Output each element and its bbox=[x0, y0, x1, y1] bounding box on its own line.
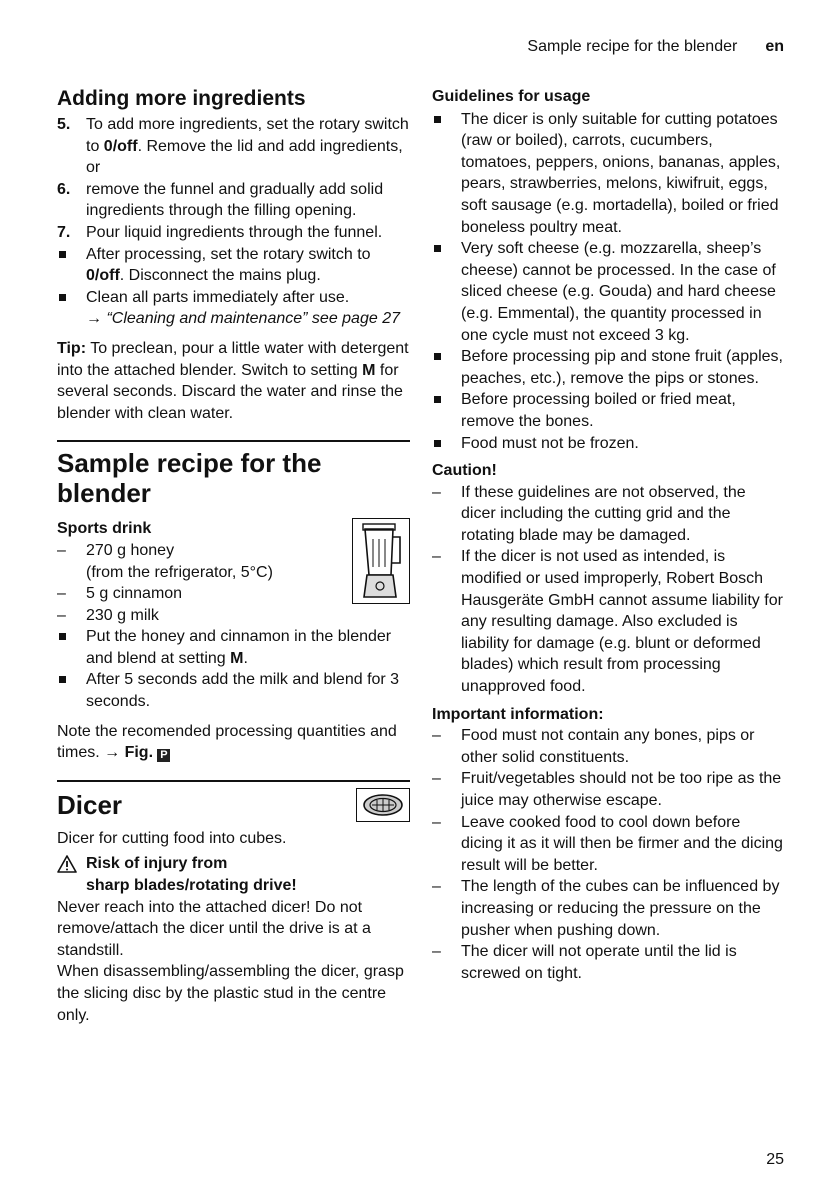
cross-reference[interactable] bbox=[86, 310, 400, 327]
setting-label: M bbox=[362, 361, 376, 379]
list-item bbox=[432, 238, 784, 346]
step-text: After 5 seconds add the milk and blend for 3 seconds. bbox=[86, 671, 400, 711]
dash-bullet bbox=[432, 546, 454, 568]
tip-text: for several seconds. Discard the water and rinse the blender with clean water. bbox=[57, 361, 403, 422]
right-column bbox=[432, 86, 784, 984]
step-text: To add more ingredients, set the rotary switch to bbox=[86, 116, 409, 155]
step-text: . Remove the lid and add ingredients, or bbox=[86, 137, 403, 177]
dicer-heading: Dicer bbox=[57, 789, 123, 820]
adding-ingredients-heading: Adding more ingredients bbox=[57, 87, 306, 110]
left-column bbox=[57, 86, 410, 1026]
list-item bbox=[432, 433, 784, 455]
step-number: 6. bbox=[57, 180, 71, 198]
language-code: en bbox=[765, 38, 784, 55]
guidelines-heading: Guidelines for usage bbox=[432, 88, 591, 105]
list-item bbox=[432, 346, 784, 389]
switch-setting: 0/off bbox=[86, 267, 120, 285]
bullet-square-icon bbox=[432, 109, 454, 123]
tip-text: To preclean, pour a little water with detergent into the attached blender. Switch to setting bbox=[57, 339, 409, 379]
guideline-text: Before processing pip and stone fruit (apples, peaches, etc.), remove the pips or stones. bbox=[461, 348, 783, 387]
info-text: Food must not contain any bones, pips or other solid constituents. bbox=[461, 727, 755, 766]
running-header bbox=[527, 38, 784, 56]
figure-letter-badge: P bbox=[157, 749, 170, 762]
list-item bbox=[57, 114, 410, 179]
figure-reference[interactable]: Fig. bbox=[124, 744, 154, 762]
warning-block bbox=[57, 853, 410, 896]
arrow-right-icon: → bbox=[104, 744, 121, 762]
list-item bbox=[432, 812, 784, 877]
dash-bullet bbox=[432, 725, 454, 747]
list-item bbox=[57, 669, 410, 712]
list-item bbox=[432, 941, 784, 984]
bullet-text: Clean all parts immediately after use. bbox=[86, 288, 350, 306]
dash-bullet bbox=[57, 583, 79, 605]
dicer-intro: Dicer for cutting food into cubes. bbox=[57, 829, 287, 847]
step-text: remove the funnel and gradually add solid ingredients through the filling opening. bbox=[86, 180, 384, 220]
step-number: 7. bbox=[57, 223, 71, 241]
arrow-right-icon: → bbox=[86, 310, 102, 328]
list-item bbox=[57, 244, 410, 287]
dash-bullet bbox=[432, 768, 454, 790]
list-item bbox=[57, 179, 410, 222]
switch-setting: 0/off bbox=[103, 137, 138, 155]
dicer-paragraph: Never reach into the attached dicer! Do not remove/attach the dicer until the drive is at a standstill. bbox=[57, 898, 371, 959]
header-title: Sample recipe for the blender bbox=[527, 38, 738, 55]
dicer-paragraph: When disassembling/assembling the dicer, grasp the slicing disc by the plastic stud in the centre only. bbox=[57, 963, 404, 1024]
dash-bullet bbox=[432, 876, 454, 898]
caution-text: If the dicer is not used as intended, is modified or used improperly, Robert Bosch Hausgeräte GmbH cannot assume liability for any resulting damage. Also excluded is liability for damage (e.g. blunt or deformed blades) which result from processing unapproved food. bbox=[461, 548, 783, 696]
bullet-square-icon bbox=[57, 626, 79, 640]
dash-bullet bbox=[57, 540, 79, 562]
bullet-square-icon bbox=[432, 238, 454, 252]
ingredient-text: 5 g cinnamon bbox=[86, 585, 183, 603]
cross-reference-text: “Cleaning and maintenance” see page 27 bbox=[106, 310, 400, 328]
dash-bullet bbox=[432, 812, 454, 834]
guideline-text: Food must not be frozen. bbox=[461, 434, 639, 452]
step-number: 5. bbox=[57, 116, 71, 133]
list-item bbox=[432, 768, 784, 811]
caution-heading: Caution! bbox=[432, 462, 497, 480]
bullet-square-icon bbox=[432, 433, 454, 447]
list-item bbox=[432, 546, 784, 697]
info-text: Fruit/vegetables should not be too ripe as the juice may otherwise escape. bbox=[461, 770, 782, 809]
tip-paragraph bbox=[57, 338, 410, 424]
sports-drink-heading: Sports drink bbox=[57, 520, 152, 538]
list-item bbox=[432, 389, 784, 432]
guideline-text: The dicer is only suitable for cutting potatoes (raw or boiled), carrots, cucumbers, tomatoes, peppers, onions, bananas, apples, pears, strawberries, melons, kiwifruit, eggs, soft sausage (e.g. mortadella), boiled or fried boneless poultry meat. bbox=[461, 110, 781, 236]
dicer-icon bbox=[356, 788, 410, 822]
guideline-text: Before processing boiled or fried meat, remove the bones. bbox=[461, 391, 736, 430]
bullet-square-icon bbox=[57, 669, 79, 683]
step-text: . bbox=[243, 649, 248, 667]
list-item bbox=[432, 725, 784, 768]
bullet-square-icon bbox=[57, 287, 79, 301]
dash-bullet bbox=[57, 605, 79, 627]
sample-recipe-heading: Sample recipe for the blender bbox=[57, 448, 322, 509]
list-item bbox=[432, 876, 784, 941]
recipe-block bbox=[57, 518, 410, 712]
note-paragraph bbox=[57, 721, 410, 764]
note-text: Note the recomended processing quantities and times. bbox=[57, 722, 397, 762]
ingredient-text: 270 g honey bbox=[86, 541, 175, 559]
list-item bbox=[57, 626, 410, 669]
list-item bbox=[57, 583, 410, 605]
bullet-square-icon bbox=[57, 244, 79, 258]
warning-triangle-icon bbox=[57, 855, 77, 873]
info-text: Leave cooked food to cool down before dicing it as it will then be firmer and the dicing result will be better. bbox=[461, 813, 783, 874]
guideline-text: Very soft cheese (e.g. mozzarella, sheep’s cheese) cannot be processed. In the case of sliced cheese (e.g. Gouda) and hard cheese (e.g. Emmental), the quantity processed in one cycle must not exceed 3 kg. bbox=[461, 240, 776, 344]
section-divider bbox=[57, 780, 410, 782]
step-text: Pour liquid ingredients through the funnel. bbox=[86, 223, 383, 241]
ingredient-text: 230 g milk bbox=[86, 606, 159, 624]
list-item bbox=[432, 109, 784, 239]
warning-title: Risk of injury from bbox=[86, 855, 228, 873]
dash-bullet bbox=[432, 482, 454, 504]
page-number: 25 bbox=[766, 1151, 784, 1168]
bullet-text: After processing, set the rotary switch to bbox=[86, 245, 371, 263]
ingredient-note: (from the refrigerator, 5°C) bbox=[86, 563, 273, 581]
section-divider bbox=[57, 440, 410, 442]
info-text: The length of the cubes can be influenced by increasing or reducing the pressure on the pusher when pushing down. bbox=[461, 878, 780, 939]
tip-label: Tip: bbox=[57, 339, 87, 357]
list-item bbox=[57, 287, 410, 330]
list-item bbox=[57, 605, 410, 627]
caution-text: If these guidelines are not observed, the dicer including the cutting grid and the rotating blade may be damaged. bbox=[461, 483, 746, 544]
bullet-square-icon bbox=[432, 389, 454, 403]
bullet-text: . Disconnect the mains plug. bbox=[119, 267, 321, 285]
important-info-heading: Important information: bbox=[432, 705, 604, 723]
list-item bbox=[57, 540, 410, 583]
warning-title: sharp blades/rotating drive! bbox=[86, 877, 297, 895]
bullet-square-icon bbox=[432, 346, 454, 360]
step-text: Put the honey and cinnamon in the blender and blend at setting bbox=[86, 628, 392, 667]
list-item bbox=[432, 482, 784, 547]
info-text: The dicer will not operate until the lid is screwed on tight. bbox=[461, 943, 737, 982]
setting-label: M bbox=[230, 649, 244, 667]
list-item bbox=[57, 222, 410, 244]
dash-bullet bbox=[432, 941, 454, 963]
dicer-title-row bbox=[57, 788, 410, 822]
